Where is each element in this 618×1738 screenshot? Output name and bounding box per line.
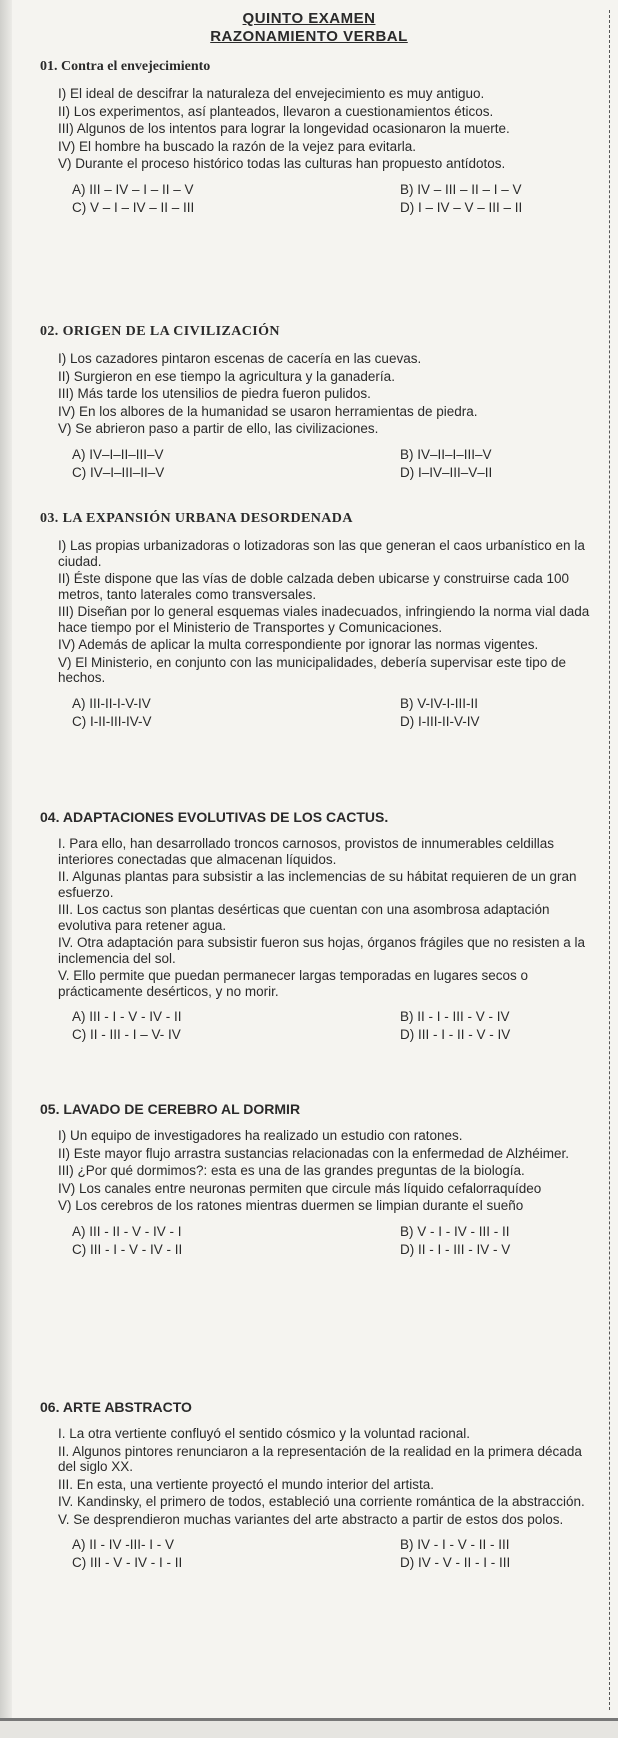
option-d[interactable]: D) IV - V - II - I - III	[400, 1555, 511, 1570]
question-title: 02. ORIGEN DE LA CIVILIZACIÓN	[40, 324, 280, 339]
statement: IV) Además de aplicar la multa correspondiente por ignorar las normas vigentes.	[58, 637, 539, 652]
answer-options	[40, 1224, 600, 1264]
statement: III. En esta, una vertiente proyectó el mundo interior del artista.	[58, 1476, 434, 1492]
question-03	[40, 510, 600, 736]
statement: I. Para ello, han desarrollado troncos carnosos, provistos de innumerables celdillas interiores conectadas que almacenan líquidos.	[58, 836, 555, 867]
statement: V) Se abrieron paso a partir de ello, las civilizaciones.	[58, 421, 379, 436]
option-c[interactable]: C) IV–I–III–II–V	[72, 464, 165, 480]
statement: I) Un equipo de investigadores ha realizado un estudio con ratones.	[58, 1128, 463, 1143]
question-06	[40, 1398, 600, 1577]
statement: III) Algunos de los intentos para lograr la longevidad ocasionaron la muerte.	[58, 121, 510, 136]
option-b[interactable]: B) V - I - IV - III - II	[400, 1223, 510, 1239]
statement: II. Algunas plantas para subsistir a las inclemencias de su hábitat requieren de un gran esfuerzo.	[58, 869, 577, 900]
statement: III) ¿Por qué dormimos?: esta es una de las grandes preguntas de la biología.	[58, 1163, 525, 1178]
statement: IV) Los canales entre neuronas permiten que circule más líquido cefalorraquídeo	[58, 1180, 542, 1196]
option-b[interactable]: B) IV–II–I–III–V	[400, 446, 492, 462]
statement: IV. Otra adaptación para subsistir fueron sus hojas, órganos frágiles que no resisten a la inclemencia del sol.	[58, 935, 586, 966]
page-bottom-edge	[0, 1718, 618, 1738]
question-04	[40, 808, 600, 1049]
statement: V) El Ministerio, en conjunto con las municipalidades, debería supervisar este tipo de hechos.	[58, 654, 567, 685]
option-c[interactable]: C) II - III - I – V- IV	[72, 1027, 181, 1042]
option-a[interactable]: A) III - II - V - IV - I	[72, 1223, 182, 1239]
answer-options	[40, 1009, 600, 1049]
dashed-margin-line	[609, 10, 610, 1710]
statement: II. Algunos pintores renunciaron a la representación de la realidad en la primera década del siglo XX.	[58, 1443, 582, 1474]
option-d[interactable]: D) III - I - II - V - IV	[400, 1027, 511, 1042]
answer-options	[40, 447, 600, 487]
option-b[interactable]: B) IV – III – II – I – V	[400, 181, 522, 197]
option-a[interactable]: A) II - IV -III- I - V	[72, 1537, 175, 1552]
option-c[interactable]: C) V – I – IV – II – III	[72, 199, 195, 215]
option-d[interactable]: D) I–IV–III–V–II	[400, 464, 493, 480]
question-title: 03. LA EXPANSIÓN URBANA DESORDENADA	[40, 511, 353, 526]
question-title: 04. ADAPTACIONES EVOLUTIVAS DE LOS CACTUS.	[40, 809, 389, 825]
exam-header	[0, 10, 618, 46]
statement: III) Diseñan por lo general esquemas viales inadecuados, infringiendo la norma vial dada hace tiempo por el Ministerio de Transportes y Comunicaciones.	[58, 604, 590, 635]
statement: V) Durante el proceso histórico todas las culturas han propuesto antídotos.	[58, 156, 506, 171]
statement: I) Las propias urbanizadoras o lotizadoras son las que generan el caos urbanístico en la ciudad.	[58, 538, 585, 569]
statement: II) Éste dispone que las vías de doble calzada deben ubicarse y construirse cada 100 metros, tanto laterales como transversales.	[58, 571, 570, 602]
statement: II) Los experimentos, así planteados, llevaron a cuestionamientos éticos.	[58, 103, 494, 119]
question-title: 06. ARTE ABSTRACTO	[40, 1399, 192, 1415]
option-c[interactable]: C) III - V - IV - I - II	[72, 1555, 183, 1570]
statement: V. Se desprendieron muchas variantes del arte abstracto a partir de estos dos polos.	[58, 1511, 564, 1527]
option-d[interactable]: D) I – IV – V – III – II	[400, 199, 523, 215]
option-a[interactable]: A) III - I - V - IV - II	[72, 1009, 182, 1024]
option-a[interactable]: A) III-II-I-V-IV	[72, 695, 151, 711]
option-b[interactable]: B) IV - I - V - II - III	[400, 1537, 510, 1552]
statement: I. La otra vertiente confluyó el sentido cósmico y la voluntad racional.	[58, 1426, 470, 1441]
question-title: 01. Contra el envejecimiento	[40, 59, 211, 74]
option-c[interactable]: C) III - I - V - IV - II	[72, 1241, 183, 1257]
option-b[interactable]: B) V-IV-I-III-II	[400, 695, 479, 711]
answer-options	[40, 1537, 600, 1577]
answer-options	[40, 182, 600, 222]
statement: IV) El hombre ha buscado la razón de la vejez para evitarla.	[58, 138, 416, 154]
option-a[interactable]: A) III – IV – I – II – V	[72, 181, 194, 197]
question-01	[40, 58, 600, 222]
question-05	[40, 1100, 600, 1264]
exam-subject: RAZONAMIENTO VERBAL	[210, 28, 408, 45]
statement: II) Este mayor flujo arrastra sustancias relacionadas con la enfermedad de Alzhéimer.	[58, 1145, 570, 1161]
statement: IV. Kandinsky, el primero de todos, estableció una corriente romántica de la abstracción.	[58, 1494, 585, 1509]
page-spine-shadow	[0, 0, 12, 1735]
question-title: 05. LAVADO DE CEREBRO AL DORMIR	[40, 1101, 301, 1117]
statement: IV) En los albores de la humanidad se usaron herramientas de piedra.	[58, 403, 478, 419]
statement: III. Los cactus son plantas desérticas que cuentan con una asombrosa adaptación evolutiva para retener agua.	[58, 902, 550, 933]
statement: I) Los cazadores pintaron escenas de cacería en las cuevas.	[58, 351, 422, 366]
option-d[interactable]: D) I-III-II-V-IV	[400, 713, 480, 729]
statement: I) El ideal de descifrar la naturaleza del envejecimiento es muy antiguo.	[58, 86, 485, 101]
option-b[interactable]: B) II - I - III - V - IV	[400, 1009, 510, 1024]
statement: II) Surgieron en ese tiempo la agricultura y la ganadería.	[58, 368, 395, 384]
question-02	[40, 323, 600, 487]
statement: V. Ello permite que puedan permanecer largas temporadas en lugares secos o prácticamente desérticos, y no morir.	[58, 968, 529, 999]
statement: V) Los cerebros de los ratones mientras duermen se limpian durante el sueño	[58, 1198, 524, 1213]
statement: III) Más tarde los utensilios de piedra fueron pulidos.	[58, 386, 371, 401]
option-d[interactable]: D) II - I - III - IV - V	[400, 1241, 511, 1257]
option-a[interactable]: A) IV–I–II–III–V	[72, 446, 164, 462]
answer-options	[40, 696, 600, 736]
exam-title: QUINTO EXAMEN	[242, 10, 376, 27]
option-c[interactable]: C) I-II-III-IV-V	[72, 713, 152, 729]
